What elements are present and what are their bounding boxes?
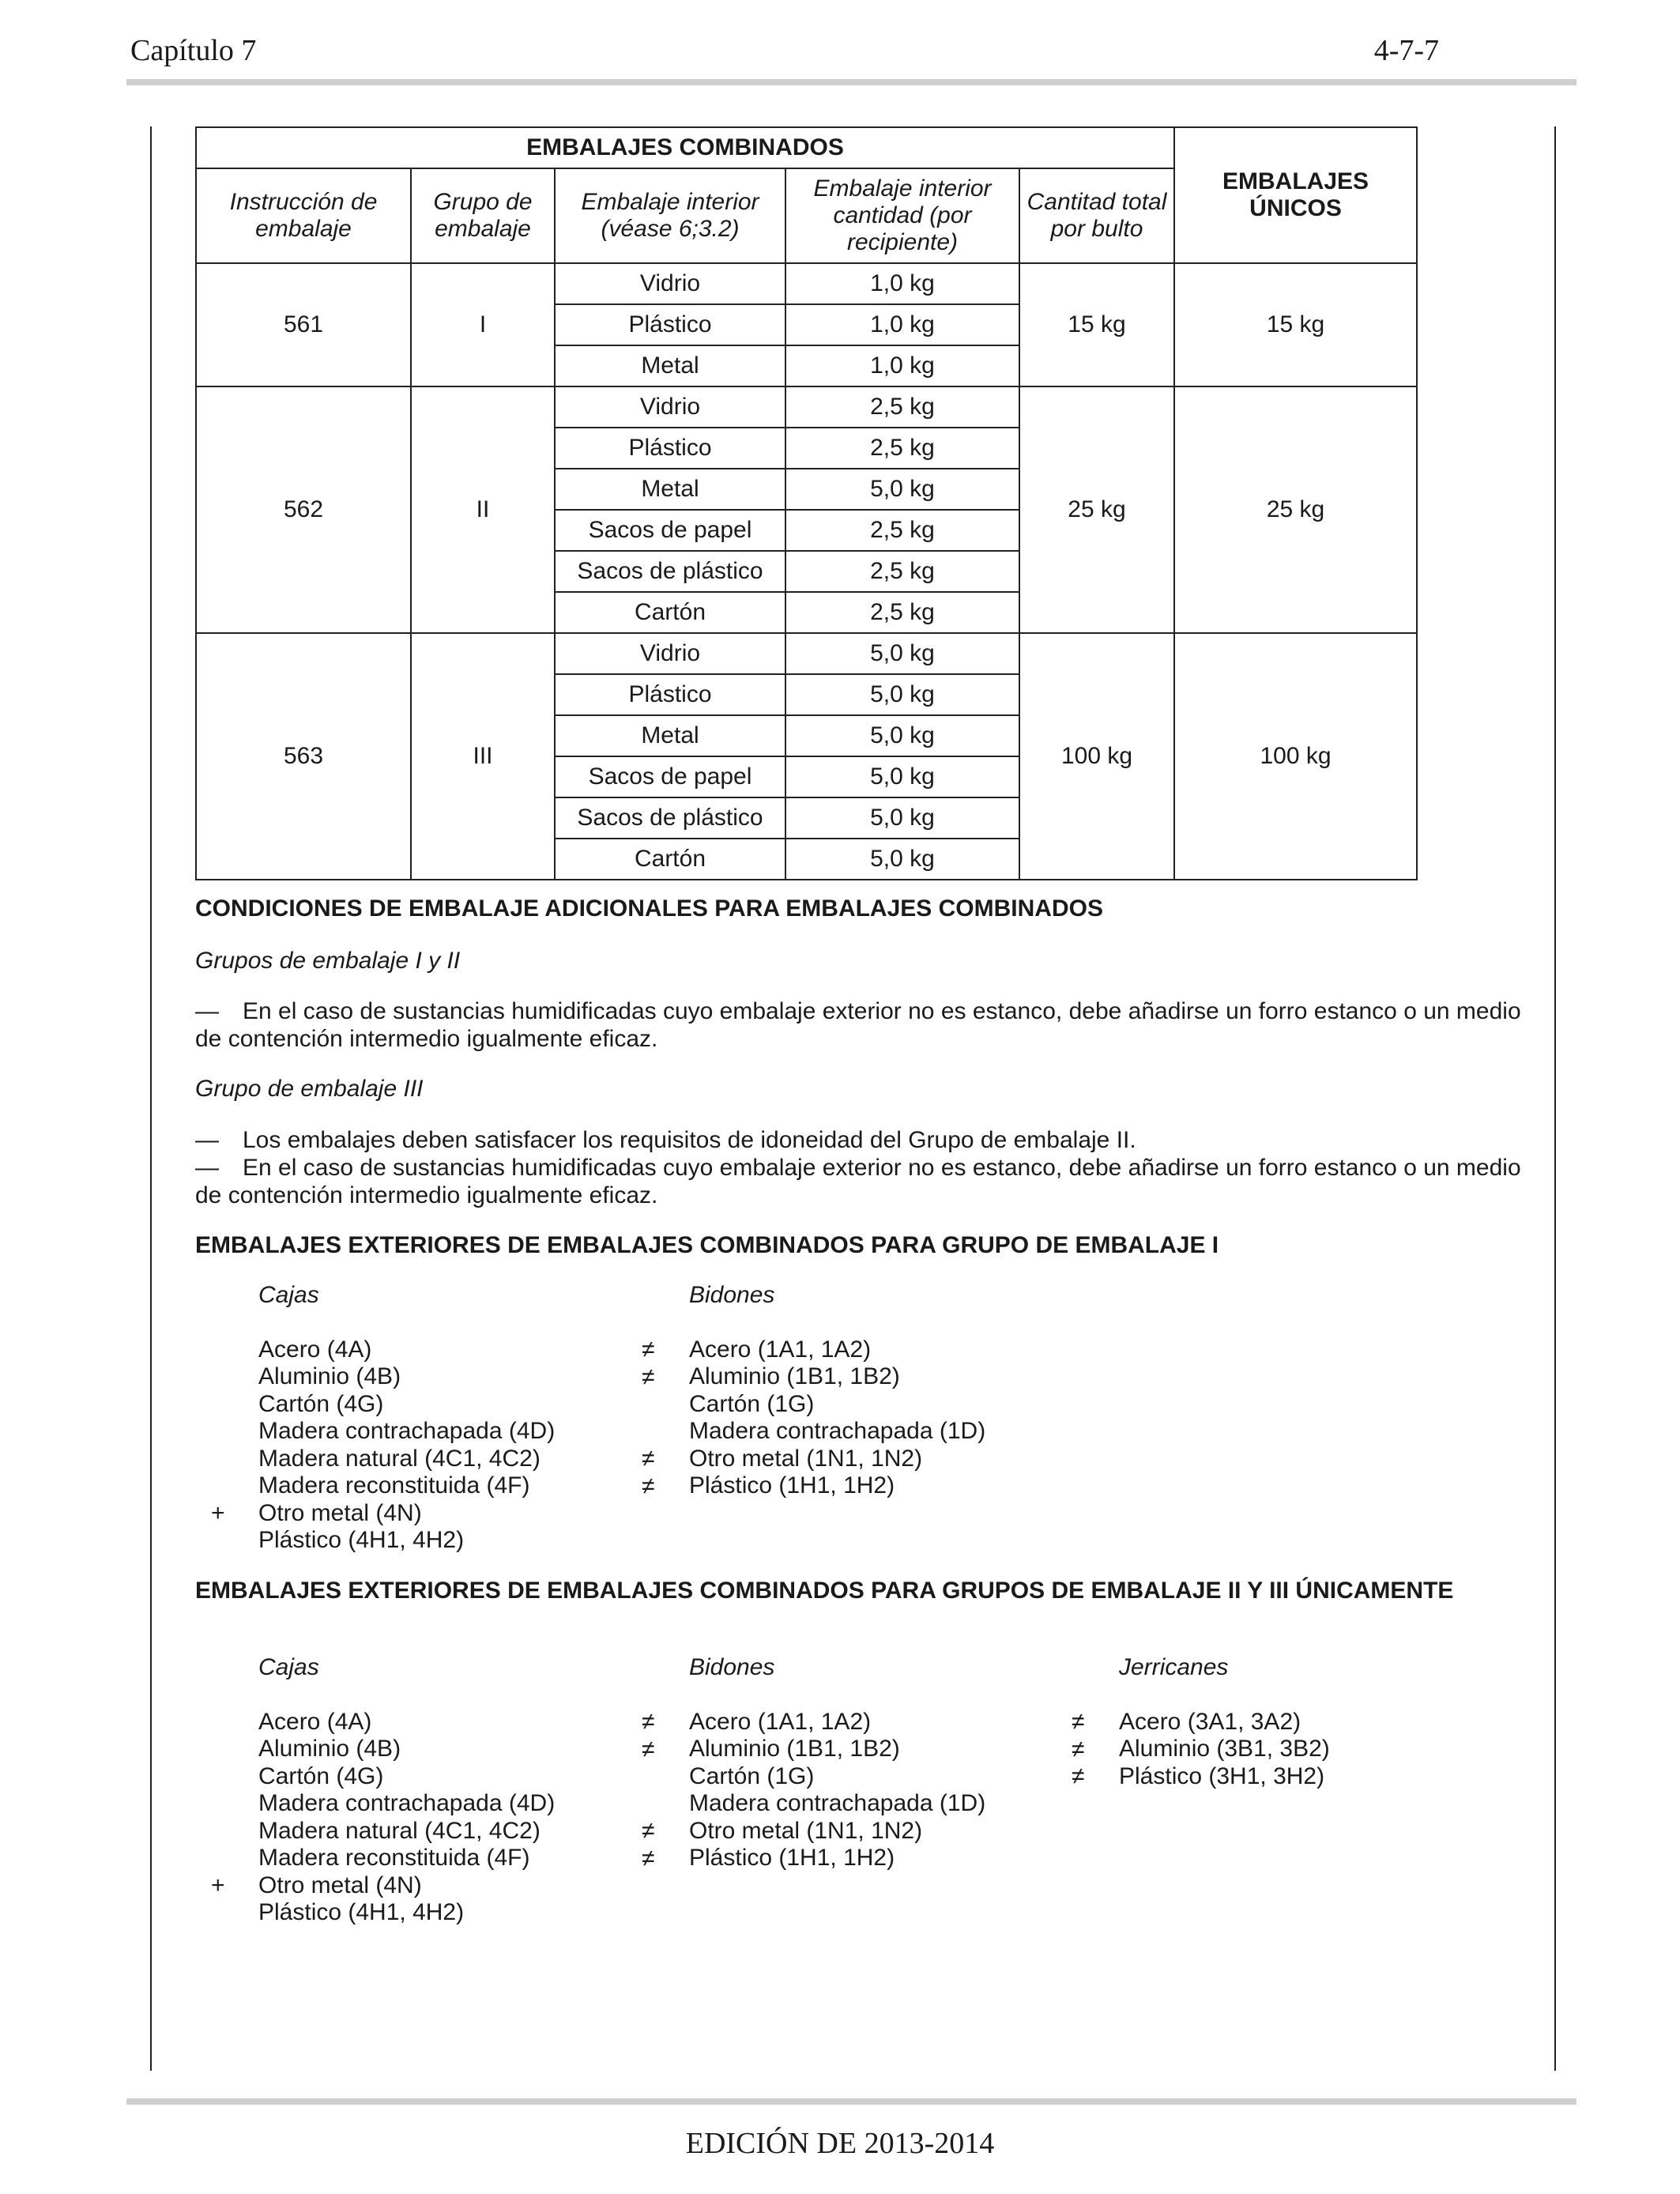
packing-group-cell: III [411, 633, 555, 880]
box-item: Madera natural (4C1, 4C2) [258, 1817, 541, 1844]
inner-packaging-cell: Metal [555, 715, 785, 756]
inner-quantity-cell: 2,5 kg [785, 551, 1019, 592]
box-item: Otro metal (4N) [258, 1872, 422, 1898]
inner-packaging-cell: Plástico [555, 674, 785, 715]
left-margin-rule [150, 126, 152, 2071]
packing-table [195, 126, 1418, 880]
drum-item: Madera contrachapada (1D) [689, 1418, 986, 1444]
col-header-inner: Embalaje interior (véase 6;3.2) [555, 168, 785, 263]
instruction-cell: 563 [196, 633, 411, 880]
page-number: 4-7-7 [1373, 34, 1439, 67]
not-equal-mark-icon: ≠ [642, 1472, 655, 1499]
drum-item: Otro metal (1N1, 1N2) [689, 1445, 923, 1472]
box-item: Madera natural (4C1, 4C2) [258, 1445, 541, 1472]
box-item: Cartón (4G) [258, 1390, 384, 1417]
single-packaging-cell: 100 kg [1174, 633, 1417, 880]
edition-footer: EDICIÓN DE 2013-2014 [685, 2127, 995, 2160]
inner-quantity-cell: 5,0 kg [785, 797, 1019, 839]
drum-item: Madera contrachapada (1D) [689, 1790, 986, 1816]
inner-quantity-cell: 5,0 kg [785, 839, 1019, 880]
box-item: Madera contrachapada (4D) [258, 1418, 556, 1444]
not-equal-mark-icon: ≠ [642, 1336, 655, 1363]
conditions-group-3-line-2: — En el caso de sustancias humidificadas cuyo embalaje exterior no es estanco, debe añadirse un forro estanco o un medio de contención intermedio igualmente eficaz. [195, 1155, 1521, 1208]
right-margin-rule [1554, 126, 1556, 2071]
not-equal-mark-icon: ≠ [1072, 1736, 1085, 1762]
single-packaging-cell: 25 kg [1174, 386, 1417, 633]
not-equal-mark-icon: ≠ [642, 1845, 655, 1872]
outer-pg23-drums [689, 1654, 985, 1872]
not-equal-mark-icon: ≠ [642, 1709, 655, 1735]
plus-mark-icon [211, 1736, 225, 1764]
packing-group-cell: I [411, 263, 555, 386]
outer-pg23-drums-title: Bidones [689, 1654, 775, 1680]
inner-quantity-cell: 1,0 kg [785, 304, 1019, 345]
inner-quantity-cell: 5,0 kg [785, 469, 1019, 510]
conditions-group-3-title: Grupo de embalaje III [195, 1076, 424, 1102]
box-item: Aluminio (4B) [258, 1736, 401, 1762]
box-item: Madera contrachapada (4D) [258, 1790, 556, 1816]
inner-quantity-cell: 2,5 kg [785, 428, 1019, 469]
plus-mark-icon [211, 1709, 225, 1736]
inner-packaging-cell: Cartón [555, 592, 785, 633]
plus-mark-icon [211, 1845, 225, 1873]
box-item: Aluminio (4B) [258, 1363, 401, 1389]
drum-item: Plástico (1H1, 1H2) [689, 1472, 895, 1498]
plus-mark-icon [211, 1818, 225, 1845]
inner-packaging-cell: Cartón [555, 839, 785, 880]
col-header-total: Cantitad total por bulto [1019, 168, 1174, 263]
outer-pg23-boxes [258, 1654, 555, 1927]
outer-pg1-drums-title: Bidones [689, 1282, 775, 1308]
plus-mark-icon: + [211, 1872, 225, 1898]
outer-pg1-boxes [258, 1282, 555, 1555]
conditions-groups-1-2-title: Grupos de embalaje I y II [195, 948, 461, 974]
jerrican-item: Aluminio (3B1, 3B2) [1119, 1736, 1330, 1762]
not-equal-mark-icon: ≠ [642, 1736, 655, 1762]
plus-mark-icon [211, 1446, 225, 1473]
box-item: Acero (4A) [258, 1708, 372, 1735]
plus-mark-icon [211, 1900, 225, 1928]
drum-item: Acero (1A1, 1A2) [689, 1336, 872, 1363]
instruction-cell: 562 [196, 386, 411, 633]
inner-packaging-cell: Sacos de plástico [555, 551, 785, 592]
not-equal-mark-icon [642, 1391, 654, 1419]
plus-mark-icon [211, 1763, 225, 1791]
drum-item: Cartón (1G) [689, 1390, 815, 1417]
combined-packagings-header: EMBALAJES COMBINADOS [196, 127, 1174, 168]
drum-item: Aluminio (1B1, 1B2) [689, 1363, 900, 1389]
conditions-groups-1-2-text: — En el caso de sustancias humidificadas cuyo embalaje exterior no es estanco, debe añadirse un forro estanco o un medio de contención intermedio igualmente eficaz. [195, 998, 1521, 1052]
conditions-group-3-line-1: — Los embalajes deben satisfacer los requisitos de idoneidad del Grupo de embalaje II. [195, 1127, 1136, 1153]
box-item: Plástico (4H1, 4H2) [258, 1527, 465, 1553]
box-item: Plástico (4H1, 4H2) [258, 1899, 465, 1925]
drum-item: Otro metal (1N1, 1N2) [689, 1817, 923, 1844]
total-per-package-cell: 25 kg [1019, 386, 1174, 633]
inner-packaging-cell: Metal [555, 469, 785, 510]
plus-mark-icon [211, 1336, 225, 1364]
packing-group-cell: II [411, 386, 555, 633]
inner-packaging-cell: Vidrio [555, 263, 785, 304]
plus-mark-icon [211, 1364, 225, 1392]
plus-mark-icon [211, 1528, 225, 1555]
inner-packaging-cell: Vidrio [555, 633, 785, 674]
inner-packaging-cell: Sacos de papel [555, 756, 785, 797]
not-equal-mark-icon [642, 1791, 654, 1819]
col-header-instruction: Instrucción de embalaje [196, 168, 411, 263]
not-equal-mark-icon: ≠ [1072, 1763, 1085, 1789]
total-per-package-cell: 15 kg [1019, 263, 1174, 386]
col-header-inner-qty: Embalaje interior cantidad (por recipiente) [785, 168, 1019, 263]
outer-pg23-boxes-title: Cajas [258, 1654, 319, 1680]
instruction-cell: 561 [196, 263, 411, 386]
box-item: Madera reconstituida (4F) [258, 1472, 530, 1498]
plus-mark-icon [211, 1473, 225, 1501]
inner-packaging-cell: Sacos de plástico [555, 797, 785, 839]
inner-packaging-cell: Plástico [555, 428, 785, 469]
col-header-group: Grupo de embalaje [411, 168, 555, 263]
inner-quantity-cell: 5,0 kg [785, 715, 1019, 756]
drum-item: Acero (1A1, 1A2) [689, 1708, 872, 1735]
header-rule [126, 79, 1576, 85]
plus-mark-icon [211, 1419, 225, 1446]
conditions-heading: CONDICIONES DE EMBALAJE ADICIONALES PARA EMBALAJES COMBINADOS [195, 895, 1103, 922]
not-equal-mark-icon [642, 1419, 654, 1446]
inner-quantity-cell: 5,0 kg [785, 633, 1019, 674]
plus-mark-icon: + [211, 1500, 225, 1526]
outer-pg23-jerricans [1119, 1654, 1330, 1790]
single-packaging-cell: 15 kg [1174, 263, 1417, 386]
plus-mark-icon [211, 1791, 225, 1819]
inner-quantity-cell: 1,0 kg [785, 263, 1019, 304]
inner-quantity-cell: 5,0 kg [785, 756, 1019, 797]
drum-item: Plástico (1H1, 1H2) [689, 1845, 895, 1871]
box-item: Cartón (4G) [258, 1762, 384, 1789]
not-equal-mark-icon: ≠ [1072, 1709, 1085, 1735]
footer-rule [126, 2098, 1576, 2105]
box-item: Otro metal (4N) [258, 1499, 422, 1526]
chapter-label: Capítulo 7 [130, 34, 257, 67]
inner-quantity-cell: 2,5 kg [785, 592, 1019, 633]
inner-quantity-cell: 1,0 kg [785, 345, 1019, 386]
outer-pg1-boxes-title: Cajas [258, 1282, 319, 1308]
inner-packaging-cell: Sacos de papel [555, 510, 785, 551]
total-per-package-cell: 100 kg [1019, 633, 1174, 880]
table-row [196, 633, 1417, 674]
not-equal-mark-icon: ≠ [642, 1818, 655, 1844]
inner-packaging-cell: Vidrio [555, 386, 785, 428]
inner-quantity-cell: 2,5 kg [785, 386, 1019, 428]
jerrican-item: Acero (3A1, 3A2) [1119, 1708, 1301, 1735]
not-equal-mark-icon: ≠ [642, 1446, 655, 1472]
not-equal-mark-icon [642, 1763, 654, 1791]
box-item: Madera reconstituida (4F) [258, 1845, 530, 1871]
inner-quantity-cell: 5,0 kg [785, 674, 1019, 715]
outer-pg23-heading: EMBALAJES EXTERIORES DE EMBALAJES COMBINADOS PARA GRUPOS DE EMBALAJE II Y III ÚNICAMENTE [195, 1578, 1454, 1604]
not-equal-mark-icon: ≠ [642, 1363, 655, 1390]
plus-mark-icon [211, 1391, 225, 1419]
inner-quantity-cell: 2,5 kg [785, 510, 1019, 551]
drum-item: Cartón (1G) [689, 1762, 815, 1789]
inner-packaging-cell: Metal [555, 345, 785, 386]
inner-packaging-cell: Plástico [555, 304, 785, 345]
drum-item: Aluminio (1B1, 1B2) [689, 1736, 900, 1762]
outer-pg1-heading: EMBALAJES EXTERIORES DE EMBALAJES COMBINADOS PARA GRUPO DE EMBALAJE I [195, 1232, 1219, 1258]
box-item: Acero (4A) [258, 1336, 372, 1363]
table-row [196, 263, 1417, 304]
table-row [196, 386, 1417, 428]
single-packagings-header: EMBALAJES ÚNICOS [1174, 127, 1417, 263]
outer-pg23-jerricans-title: Jerricanes [1119, 1654, 1229, 1680]
jerrican-item: Plástico (3H1, 3H2) [1119, 1762, 1325, 1789]
outer-pg1-drums [689, 1282, 985, 1500]
